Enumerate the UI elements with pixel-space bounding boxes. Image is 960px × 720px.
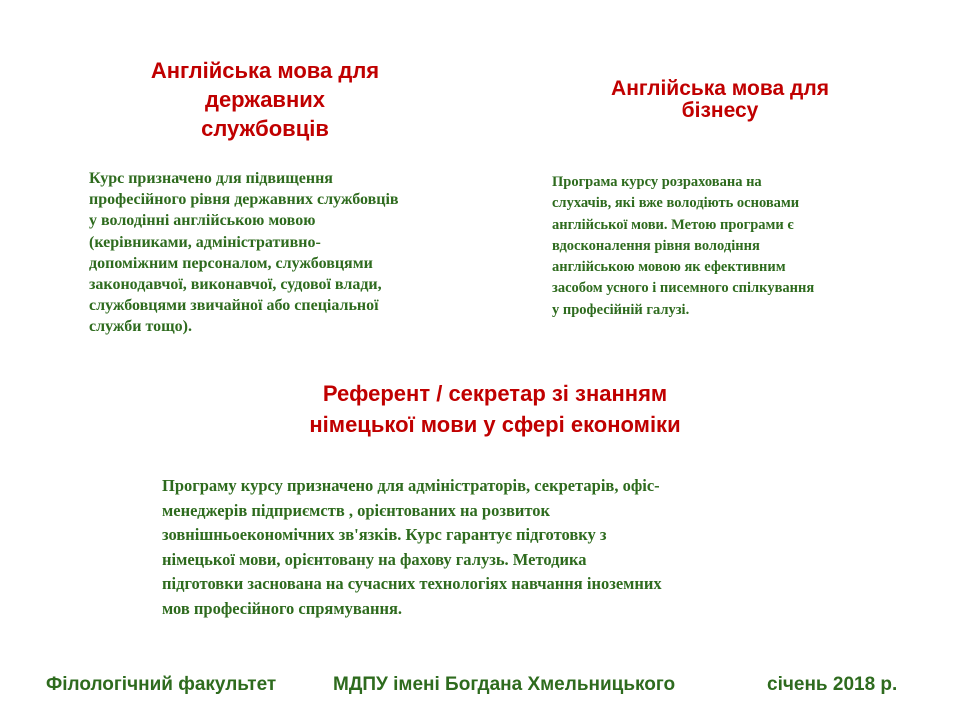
footer-date: січень 2018 р. <box>767 674 898 695</box>
section-body-business: Програма курсу розрахована на слухачів, які вже володіють основами англійської мови. Метою програми є вдосконалення рівня володіння англійською мовою як ефективним засобом усного і писемного спілкування у професійній галузі. <box>552 174 815 318</box>
section-title-secretary: Референт / секретар зі знанням німецької мови у сфері економіки <box>309 381 681 437</box>
section-body-civil-service: Курс призначено для підвищення професійного рівня державних службовців у володінні англійською мовою (керівниками, адміністративно- допоміжним персоналом, службовцями законодавчої, виконавчої, судової влади, службовцями звичайної або спеціальної служби тощо). <box>89 170 399 336</box>
footer-faculty: Філологічний факультет <box>46 674 277 695</box>
section-body-secretary-box <box>162 474 842 622</box>
section-body-civil-service-box <box>89 168 489 338</box>
section-secretary <box>230 378 760 440</box>
footer-university: МДПУ імені Богдана Хмельницького <box>333 674 676 695</box>
section-title-business: Англійська мова для бізнесу <box>611 77 829 122</box>
section-title-civil-service: Англійська мова для державних службовців <box>150 58 380 141</box>
section-body-business-box <box>552 172 922 321</box>
section-body-secretary: Програму курсу призначено для адміністраторів, секретарів, офіс- менеджерів підприємств , орієнтованих на розвиток зовнішньоекономічних зв'язків. Курс гарантує підготовку з німецької мови, орієнтовану на фахову галузь. Методика підготовки заснована на сучасних технологіях навчання іноземних мов професійного спрямування. <box>162 476 662 618</box>
section-business <box>555 78 885 122</box>
section-civil-service <box>80 56 450 143</box>
footer <box>0 674 960 704</box>
